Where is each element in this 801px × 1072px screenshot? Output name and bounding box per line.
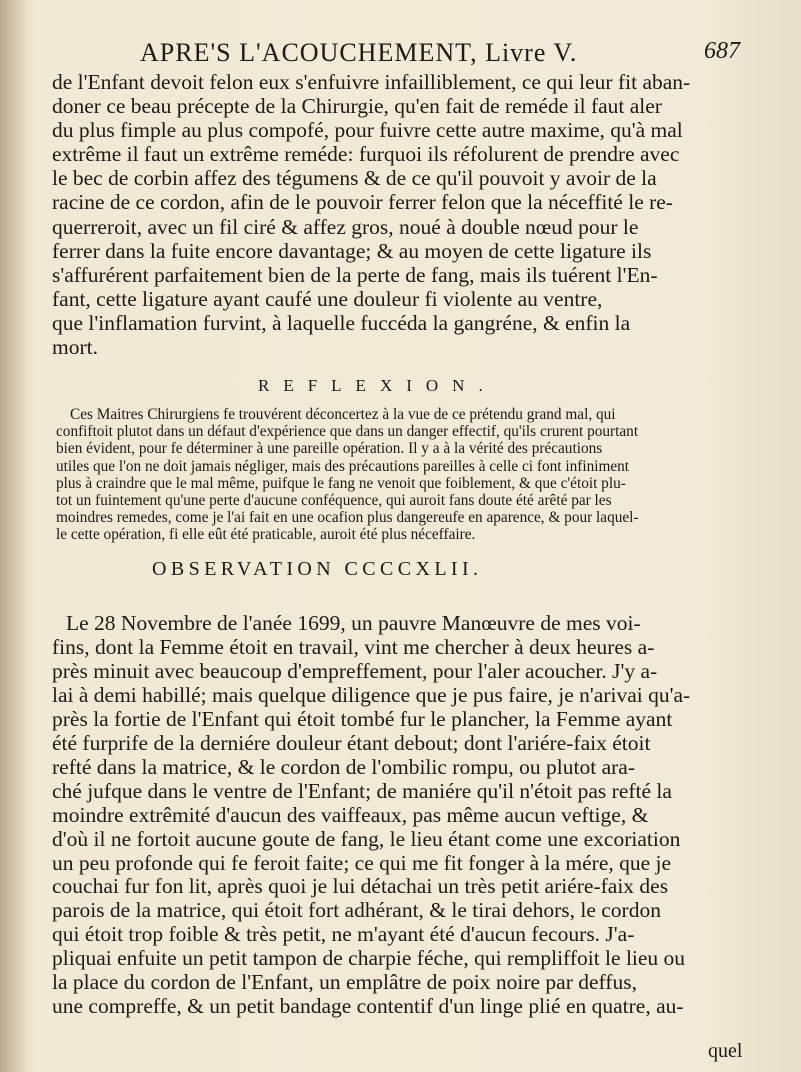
catchword: quel — [708, 1040, 743, 1062]
text-line: couchai fur fon lit, après quoi je lui détachai un très petit ariére-faix des — [52, 874, 669, 899]
text-line: le cette opération, fi elle eût été praticable, auroit été plus néceffaire. — [56, 526, 476, 544]
text-line: doner ce beau précepte de la Chirurgie, qu'en fait de reméde il faut aler — [52, 94, 662, 119]
text-line: un peu profonde qui fe feroit faite; ce qui me fit fonger à la mére, que je — [52, 850, 672, 875]
paragraph-1 — [52, 70, 774, 359]
text-line: Le 28 Novembre de l'anée 1699, un pauvre Manœuvre de mes voi- — [66, 611, 641, 635]
running-head: APRE'S L'ACOUCHEMENT, Livre V. — [140, 38, 578, 67]
text-line: extrême il faut un extrême reméde: furquoi ils réfolurent de prendre avec — [52, 142, 680, 167]
text-line: Ces Maitres Chirurgiens fe trouvérent déconcertez à la vue de ce prétendu grand mal, qui — [70, 406, 616, 423]
text-line: ché jufque dans le ventre de l'Enfant; de maniére qu'il n'étoit pas refté la — [52, 778, 672, 803]
text-line: plus à craindre que le mal même, puifque le fang ne venoit que foiblement, & que c'étoit plu- — [56, 474, 626, 492]
reflexion-heading: REFLEXION. — [258, 376, 497, 395]
text-line: d'où il ne fortoit aucune goute de fang, le lieu étant come une excoriation — [52, 826, 681, 851]
text-line: une compreffe, & un petit bandage contentif d'un linge plié en quatre, au- — [52, 994, 684, 1019]
text-line: s'affurérent parfaitement bien de la perte de fang, mais ils tuérent l'En- — [52, 262, 658, 287]
text-line: fins, dont la Femme étoit en travail, vint me chercher à deux heures a- — [52, 634, 655, 659]
text-line: confiftoit plutot dans un défaut d'expérience que dans un danger effectif, qu'ils crurent pourtant — [56, 423, 639, 441]
text-line: le bec de corbin affez des tégumens & de ce qu'il pouvoit y avoir de la — [52, 166, 657, 191]
text-line: moindres remedes, come je l'ai fait en une ocafion plus dangereufe en aparence, & pour laquel- — [56, 509, 639, 527]
text-line: été furprife de la derniére douleur étant debout; dont l'ariére-faix étoit — [52, 730, 651, 755]
text-line: fant, cette ligature ayant caufé une douleur fi violente au ventre, — [52, 286, 603, 311]
text-line: près minuit avec beaucoup d'empreffement, pour l'aler acoucher. J'y a- — [52, 658, 658, 683]
text-line: lai à demi habillé; mais quelque diligence que je pus faire, je n'arivai qu'a- — [52, 682, 691, 707]
text-line: qui étoit trop foible & très petit, ne m'ayant été d'aucun fecours. J'a- — [52, 922, 635, 947]
text-line: moindre extrêmité d'aucun des vaiffeaux, pas même aucun veftige, & — [52, 802, 649, 827]
text-line: utiles que l'on ne doit jamais négliger, mais des précautions pareilles à celle ci font infiniment — [56, 457, 630, 475]
text-line: refté dans la matrice, & le cordon de l'ombilic rompu, ou plutot ara- — [52, 754, 635, 779]
page-number: 687 — [704, 38, 740, 64]
text-line: querreroit, avec un fil ciré & affez gros, noué à double nœud pour le — [52, 214, 639, 239]
observation-heading: OBSERVATION CCCCXLII. — [152, 558, 483, 580]
text-line: mort. — [52, 335, 98, 360]
text-line: bien évident, pour fe déterminer à une pareille opération. Il y a à la vérité des précautions — [56, 440, 603, 458]
text-line: parois de la matrice, qui étoit fort adhérant, & le tirai dehors, le cordon — [52, 898, 661, 923]
page-header — [140, 38, 740, 72]
text-line: que l'inflamation furvint, à laquelle fuccéda la gangréne, & enfin la — [52, 310, 631, 335]
text-line: du plus fimple au plus compofé, pour fuivre cette autre maxime, qu'à mal — [52, 118, 683, 143]
text-line: de l'Enfant devoit felon eux s'enfuivre infailliblement, ce qui leur fit aban- — [52, 70, 691, 94]
text-line: ferrer dans la fuite encore davantage; & au moyen de cette ligature ils — [52, 238, 652, 263]
page-gutter — [0, 0, 28, 1072]
paragraph-2 — [52, 612, 774, 1019]
text-line: près la fortie de l'Enfant qui étoit tombé fur le plancher, la Femme ayant — [52, 706, 673, 731]
text-line: racine de ce cordon, afin de le pouvoir ferrer felon que la néceffité le re- — [52, 190, 673, 215]
text-line: la place du cordon de l'Enfant, un emplâtre de poix noire par deffus, — [52, 970, 637, 995]
text-line: tot un fuintement qu'une perte d'aucune conféquence, qui auroit fans doute été arêté par les — [56, 492, 612, 510]
text-line: pliquai enfuite un petit tampon de charpie féche, qui rempliffoit le lieu ou — [52, 946, 686, 971]
reflexion-paragraph — [56, 406, 776, 544]
